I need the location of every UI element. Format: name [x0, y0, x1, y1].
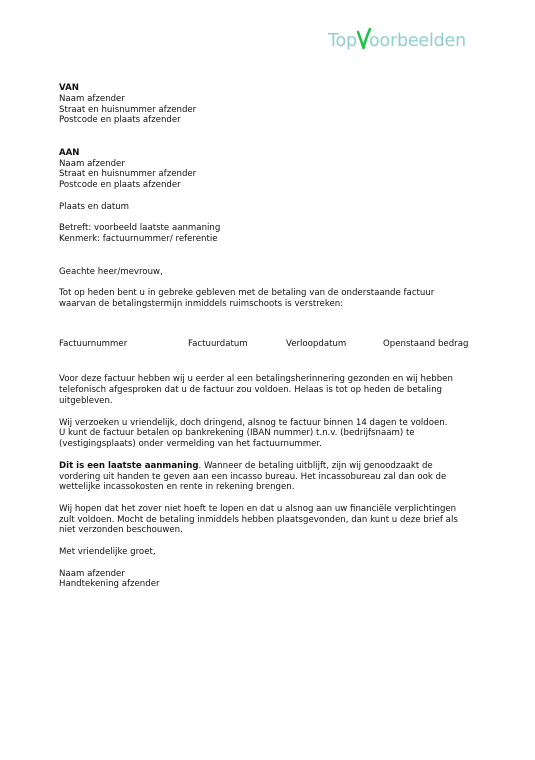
para2-line: U kunt de factuur betalen op bankrekening (IBAN nummer) t.n.v. (bedrijfsnaam) te [59, 428, 415, 439]
para1-line: uitgebleven. [59, 395, 113, 406]
para4-line: zult voldoen. Mocht de betaling inmiddels hebben plaatsgevonden, dan kunt u deze brief als [59, 514, 458, 525]
para3-line: vordering uit handen te geven aan een incasso bureau. Het incassobureau zal dan ook de [59, 471, 447, 482]
closing-greeting: Met vriendelijke groet, [59, 547, 156, 558]
van-line: Postcode en plaats afzender [59, 115, 181, 126]
topvoorbeelden-logo[interactable] [328, 31, 466, 53]
letter-body [59, 83, 479, 590]
aan-line: Postcode en plaats afzender [59, 180, 181, 191]
para4-line: Wij hopen dat het zover niet hoeft te lopen en dat u alsnog aan uw financiële verplichtingen [59, 503, 457, 514]
sender-name: Naam afzender [59, 568, 125, 579]
para3-line: wettelijke incassokosten en rente in rekening brengen. [59, 482, 295, 493]
van-heading: VAN [59, 83, 79, 93]
col-verloopdatum: Verloopdatum [286, 339, 347, 350]
sender-signature: Handtekening afzender [59, 579, 160, 590]
salutation: Geachte heer/mevrouw, [59, 266, 163, 277]
logo-text-top: Top [328, 31, 357, 51]
aan-line: Naam afzender [59, 158, 125, 169]
para2-line: Wij verzoeken u vriendelijk, doch dringend, alsnog te factuur binnen 14 dagen te voldoen. [59, 417, 448, 428]
para2-line: (vestigingsplaats) onder vermelding van het factuurnummer. [59, 439, 322, 450]
para1-line: telefonisch afgesproken dat u de factuur zou voldoen. Helaas is tot op heden de betaling [59, 385, 442, 396]
intro-line: Tot op heden bent u in gebreke gebleven met de betaling van de onderstaande factuur [59, 288, 435, 299]
para3-rest: . Wanneer de betaling uitblijft, zijn wij genoodzaakt de [198, 460, 433, 471]
logo-checkmark-v-icon [357, 28, 370, 50]
para3-first-line [59, 461, 479, 472]
logo-text-oorbeelden: oorbeelden [368, 31, 467, 51]
van-line: Straat en huisnummer afzender [59, 104, 197, 115]
laatste-aanmaning-bold: Dit is een laatste aanmaning [59, 460, 199, 471]
plaats-datum: Plaats en datum [59, 201, 130, 212]
col-factuurdatum: Factuurdatum [188, 339, 248, 350]
col-factuurnummer: Factuurnummer [59, 339, 128, 350]
van-line: Naam afzender [59, 93, 125, 104]
betreft-line: Betreft: voorbeeld laatste aanmaning [59, 223, 221, 234]
para1-line: Voor deze factuur hebben wij u eerder al een betalingsherinnering gezonden en wij hebben [59, 374, 453, 385]
col-openstaand-bedrag: Openstaand bedrag [383, 339, 469, 350]
aan-line: Straat en huisnummer afzender [59, 169, 197, 180]
para4-line: niet verzonden beschouwen. [59, 525, 183, 536]
aan-heading: AAN [59, 147, 80, 158]
intro-line: waarvan de betalingstermijn inmiddels ruimschoots is verstreken: [59, 298, 344, 309]
kenmerk-line: Kenmerk: factuurnummer/ referentie [59, 234, 218, 245]
invoice-table-header [59, 331, 479, 351]
